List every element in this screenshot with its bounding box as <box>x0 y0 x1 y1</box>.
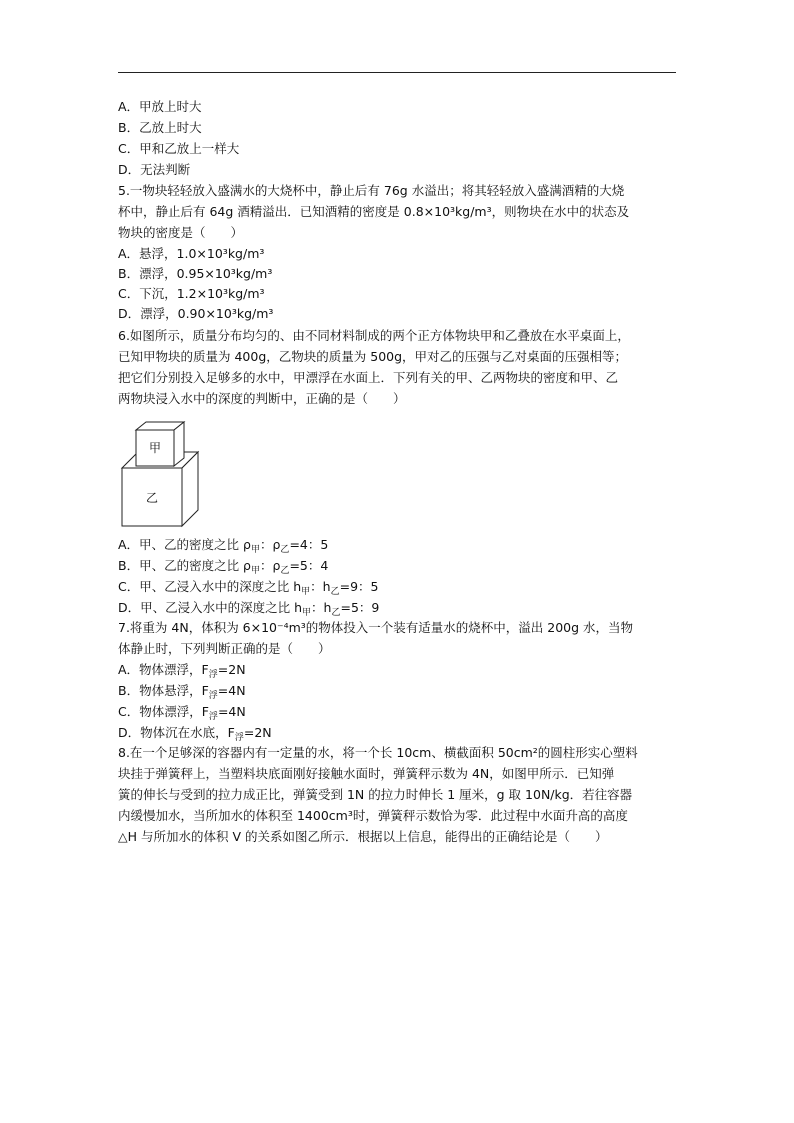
q5-option-d: D．漂浮，0.90×10³kg/m³ <box>118 306 274 321</box>
q8-stem-line3: 簧的伸长与受到的拉力成正比，弹簧受到 1N 的拉力时伸长 1 厘米，g 取 10N/kg．若往容器 <box>118 787 633 802</box>
q4-option-b: B．乙放上时大 <box>118 120 202 135</box>
q7-option-d: D．物体沉在水底，$F_浮=2N$ <box>118 725 272 743</box>
q6-stem-line4: 两物块浸入水中的深度的判断中，正确的是（ ） <box>118 391 406 406</box>
q8-stem-line4: 内缓慢加水，当所加水的体积至 1400cm³时，弹簧秤示数恰为零．此过程中水面升高的高度 <box>118 808 628 823</box>
q5-stem-line1: 5.一物块轻轻放入盛满水的大烧杯中，静止后有 76g 水溢出；将其轻轻放入盛满酒精的大烧 <box>118 183 625 198</box>
q8-stem-line1: 8.在一个足够深的容器内有一定量的水，将一个长 10cm、横截面积 50cm²的圆柱形实心塑料 <box>118 745 638 760</box>
q5-option-c: C．下沉，1.2×10³kg/m³ <box>118 286 265 301</box>
q5-option-b: B．漂浮，0.95×10³kg/m³ <box>118 266 273 281</box>
q6-option-d: D．甲、乙浸入水中的深度之比 $h_甲$：$h_乙=5$：9 <box>118 600 380 618</box>
q4-option-c: C．甲和乙放上一样大 <box>118 141 240 156</box>
stacked-cubes-figure <box>118 418 210 530</box>
q6-option-c: C．甲、乙浸入水中的深度之比 $h_甲$：$h_乙=9$：5 <box>118 579 379 597</box>
q4-option-a: A．甲放上时大 <box>118 99 202 114</box>
cube-jia-side-face <box>174 422 184 466</box>
q6-stem-line1: 6.如图所示，质量分布均匀的、由不同材料制成的两个正方体物块甲和乙叠放在水平桌面上， <box>118 328 630 343</box>
q6-option-a: A．甲、乙的密度之比 $\rho_甲$：$\rho_乙=4$：5 <box>118 537 329 555</box>
q7-stem-line1: 7.将重为 4N，体积为 6×10⁻⁴m³的物体投入一个装有适量水的烧杯中，溢出 200g 水，当物 <box>118 620 634 635</box>
q6-option-b: B．甲、乙的密度之比 $\rho_甲$：$\rho_乙=5$：4 <box>118 558 329 576</box>
q7-stem-line2: 体静止时，下列判断正确的是（ ） <box>118 641 331 656</box>
q5-option-a: A．悬浮，1.0×10³kg/m³ <box>118 246 265 261</box>
q7-option-b: B．物体悬浮，$F_浮=4N$ <box>118 683 246 701</box>
q5-stem-line2: 杯中，静止后有 64g 酒精溢出．已知酒精的密度是 0.8×10³kg/m³，则物块在水中的状态及 <box>118 204 630 219</box>
header-rule <box>118 72 676 73</box>
cube-yi-label: 乙 <box>145 491 159 505</box>
cube-jia-label: 甲 <box>148 441 162 455</box>
q5-stem-line3: 物块的密度是（ ） <box>118 225 244 240</box>
q8-stem-line2: 块挂于弹簧秤上，当塑料块底面刚好接触水面时，弹簧秤示数为 4N，如图甲所示．已知弹 <box>118 766 615 781</box>
q4-option-d: D．无法判断 <box>118 162 191 177</box>
q6-stem-line3: 把它们分别投入足够多的水中，甲漂浮在水面上．下列有关的甲、乙两物块的密度和甲、乙 <box>118 370 619 385</box>
q6-stem-line2: 已知甲物块的质量为 400g，乙物块的质量为 500g，甲对乙的压强与乙对桌面的压强相等； <box>118 349 628 364</box>
q7-option-a: A．物体漂浮，$F_浮=2N$ <box>118 662 246 680</box>
q7-option-c: C．物体漂浮，$F_浮=4N$ <box>118 704 246 722</box>
q8-stem-line5: △H 与所加水的体积 V 的关系如图乙所示．根据以上信息，能得出的正确结论是（ ） <box>118 829 608 844</box>
